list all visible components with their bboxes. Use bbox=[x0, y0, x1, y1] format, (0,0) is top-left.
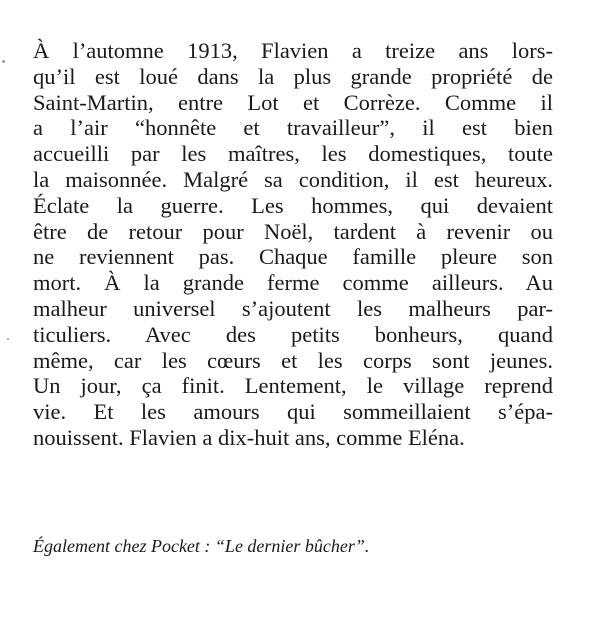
text-line: accueilli par les maîtres, les domestiques, toute bbox=[33, 141, 553, 167]
also-available-note: Également chez Pocket : “Le dernier bûcher”. bbox=[33, 536, 370, 556]
text-line: la maisonnée. Malgré sa condition, il est heureux. bbox=[33, 166, 553, 192]
text-line: même, car les cœurs et les corps sont jeunes. bbox=[33, 347, 553, 373]
text-line: être de retour pour Noël, tardent à revenir ou bbox=[33, 218, 553, 244]
text-line: ticuliers. Avec des petits bonheurs, quand bbox=[33, 321, 553, 347]
paper-speck bbox=[7, 338, 9, 340]
text-line: nouissent. Flavien a dix-huit ans, comme Eléna. bbox=[33, 424, 465, 450]
text-line: À l’automne 1913, Flavien a treize ans lors- bbox=[33, 38, 553, 63]
text-line: Un jour, ça finit. Lentement, le village reprend bbox=[33, 373, 553, 399]
text-line: malheur universel s’ajoutent les malheurs par- bbox=[33, 295, 553, 321]
text-line: qu’il est loué dans la plus grande propriété de bbox=[33, 63, 553, 89]
paper-speck bbox=[2, 60, 5, 63]
text-line: ne reviennent pas. Chaque famille pleure son bbox=[33, 244, 553, 270]
text-line: a l’air “honnête et travailleur”, il est bien bbox=[33, 115, 553, 141]
text-line: vie. Et les amours qui sommeillaient s’épa- bbox=[33, 399, 553, 425]
synopsis-paragraph bbox=[33, 38, 553, 451]
text-line: Éclate la guerre. Les hommes, qui devaient bbox=[33, 192, 553, 218]
text-line: mort. À la grande ferme comme ailleurs. Au bbox=[33, 270, 553, 296]
text-line: Saint-Martin, entre Lot et Corrèze. Comme il bbox=[33, 89, 553, 115]
